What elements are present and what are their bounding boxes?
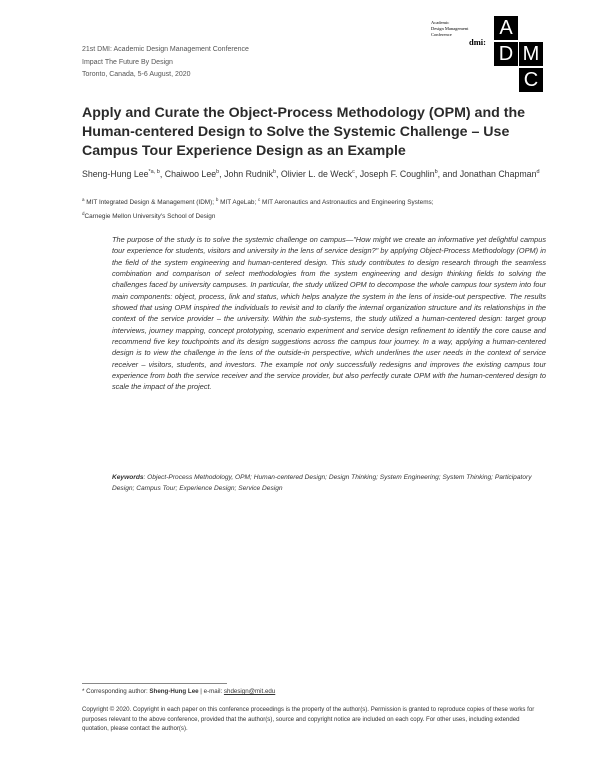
corresponding-author-footnote: * Corresponding author: Sheng-Hung Lee | e-mail: shdesign@mit.edu <box>82 688 276 695</box>
author-name: Chaiwoo Lee <box>164 168 217 179</box>
author-separator: , <box>159 168 165 179</box>
logo-letter-c: C <box>519 68 543 92</box>
copyright-notice: Copyright © 2020. Copyright in each paper on this conference proceedings is the property of the author(s). Permission is granted to reproduce copies of these works for purposes relevant to the above conference, provided that the author(s), source and copyright notice are included on each copy. For other uses, including extended quotation, please contact the author(s). <box>82 706 535 732</box>
logo-letter-m: M <box>519 42 543 66</box>
author-separator: , <box>354 168 360 179</box>
author-separator: , <box>219 168 225 179</box>
corresponding-author-name: Sheng-Hung Lee <box>149 688 199 695</box>
affiliation-sup: a <box>82 197 85 202</box>
author-separator: , <box>276 168 281 179</box>
affiliation-text: MIT AgeLab; <box>218 199 259 207</box>
author-name: Olivier L. de Weck <box>280 168 353 179</box>
keywords-label: Keywords <box>112 474 144 481</box>
logo-letter-d: D <box>494 42 518 66</box>
conference-theme: Impact The Future By Design <box>82 58 173 66</box>
paper-title: Apply and Curate the Object-Process Methodology (OPM) and the Human-centered Design to Solve the Systemic Challenge – Use Campus Tour Experience Design as an Example <box>82 105 526 159</box>
author-name: John Rudnik <box>224 168 273 179</box>
corresponding-author-email[interactable]: shdesign@mit.edu <box>223 688 276 695</box>
author-name: Joseph F. Coughlin <box>359 168 435 179</box>
keywords-text: : Object-Process Methodology, OPM; Human-centered Design; Design Thinking; System Engineering; System Thinking; Participatory Design; Campus Tour; Experience Design; Service Design <box>112 474 532 492</box>
affiliation-sup: d <box>82 211 85 217</box>
conference-location-date: Toronto, Canada, 5-6 August, 2020 <box>82 71 191 78</box>
affiliation-sup: b <box>215 197 219 202</box>
author-name: Jonathan Chapman <box>459 168 537 179</box>
conference-header <box>82 44 249 82</box>
author-affiliation-sup: b <box>272 169 277 175</box>
logo-letter-a: A <box>494 16 518 40</box>
author-separator: , and <box>437 168 460 179</box>
author-affiliation-sup: b <box>216 169 220 175</box>
conference-name: 21st DMI: Academic Design Management Conference <box>82 46 249 53</box>
logo-text: Academic Design Management Conference <box>431 20 469 37</box>
author-list <box>82 165 542 181</box>
logo-dmi: dmi: <box>469 37 486 47</box>
footnote-divider <box>82 683 227 684</box>
author-affiliation-sup: b <box>434 169 438 175</box>
adm-conference-logo <box>431 16 544 92</box>
affiliation-sup: c <box>258 197 261 202</box>
keywords <box>112 472 546 494</box>
affiliation-text: MIT Aeronautics and Astronautics and Engineering Systems; <box>260 199 434 207</box>
affiliation-text: MIT Integrated Design & Management (IDM); <box>84 199 216 207</box>
affiliations <box>82 194 552 222</box>
abstract: The purpose of the study is to solve the systemic challenge on campus—"How might we create an informative yet delightful campus tour experience for students, visitors and university in the lens of service design?" by applying Object-Process Methodology (OPM) in the field of the system engineering and human-centered design. This study contributes to design research through the seamless combination and comparison of select methodologies from the system engineering and design thinking fields to solving the challenges faced by university campuses. In particular, the study utilized OPM to decompose the whole campus tour system into four main components: object, process, link and status, which helps analyze the system in the lens of inside-out perspective. The results showed that using OPM inspired the individuals to revisit and to clarify the internal organization structure and its relationships in the context of the service provider – the university. Within the sub-systems, the study utilized a human-centered design: target group interviews, journey mapping, concept prototyping, scenario experiment and service design refinement to identify the core cause and recommend five key touchpoints and its design suggestions across the campus tour journey. In a way, applying a human-centered design is to view the challenge in the lens of the outside-in perspective, which underlines the user needs in the context of service receiver – visitors, students, and investors. The example not only successfully redesigns and improves the existing campus tour experience from both the service receiver and the service provider, but also perfectly curate OPM with the human-centered design to scale the impact of the project. <box>112 235 546 392</box>
author-affiliation-sup: *a, b <box>148 169 160 175</box>
affiliation-text: Carnegie Mellon University's School of Design <box>84 213 216 221</box>
author-name: Sheng-Hung Lee <box>82 168 149 179</box>
author-affiliation-sup: c <box>352 169 355 175</box>
author-affiliation-sup: d <box>536 169 540 175</box>
